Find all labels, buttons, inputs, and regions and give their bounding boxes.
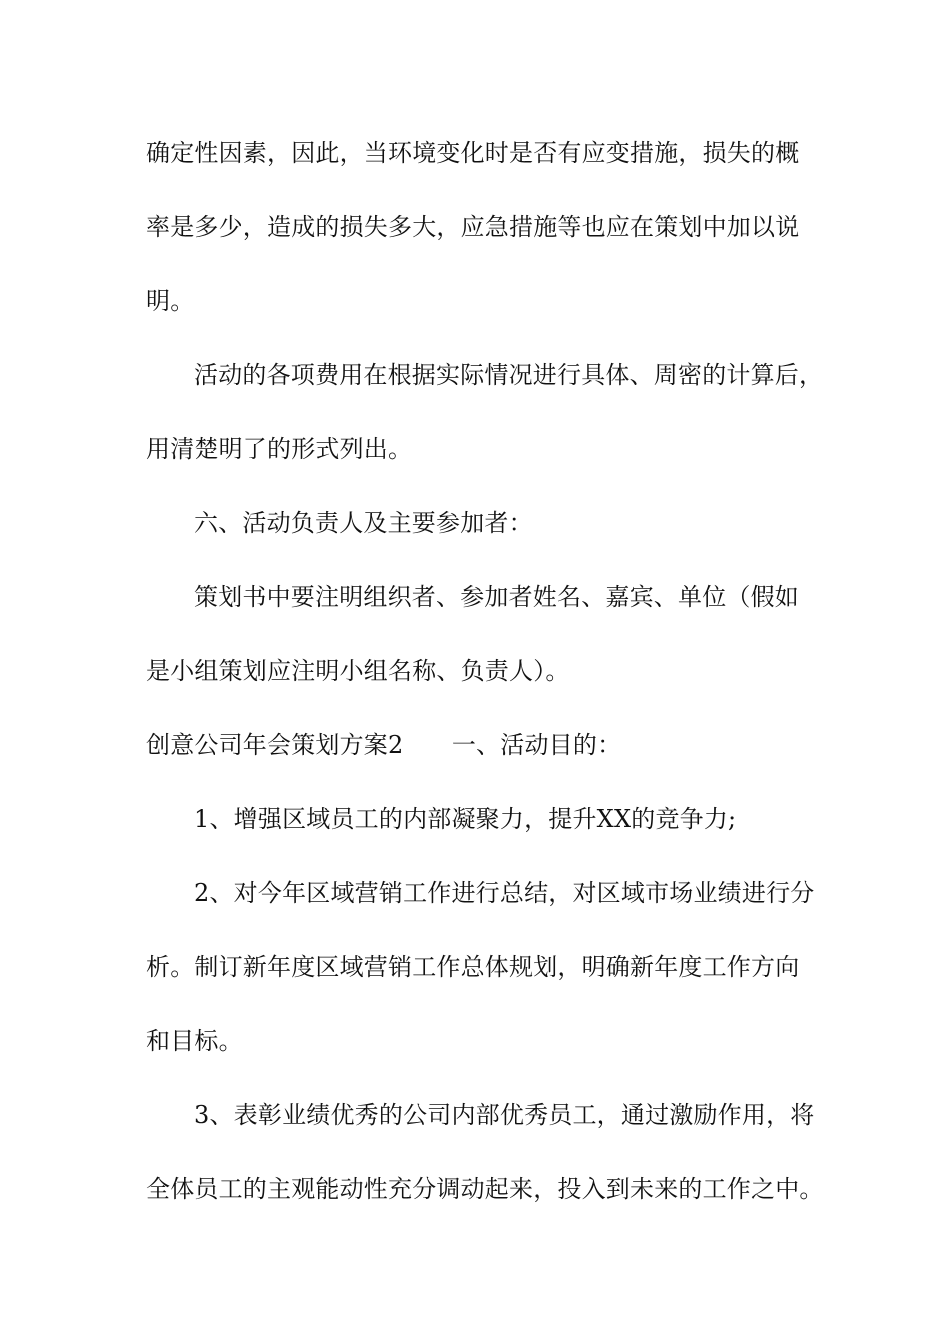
list-item: 3、表彰业绩优秀的公司内部优秀员工，通过激励作用，将 [194,1101,815,1129]
paragraph-start: 策划书中要注明组织者、参加者姓名、嘉宾、单位（假如 [194,583,799,611]
list-item: 1、增强区域员工的内部凝聚力，提升XX的竞争力; [194,805,737,833]
text-line: 是小组策划应注明小组名称、负责人）。 [146,657,570,685]
document-title-heading: 创意公司年会策划方案2 一、活动目的： [146,731,622,759]
text-line: 明。 [146,287,195,315]
text-line: 和目标。 [146,1027,243,1055]
section-heading: 六、活动负责人及主要参加者： [194,509,533,537]
text-line: 确定性因素，因此，当环境变化时是否有应变措施，损失的概 [146,139,800,167]
text-line: 析。制订新年度区域营销工作总体规划，明确新年度工作方向 [146,953,800,981]
text-line: 用清楚明了的形式列出。 [146,435,413,463]
text-line: 全体员工的主观能动性充分调动起来，投入到未来的工作之中。 [146,1175,824,1203]
text-line: 率是多少，造成的损失多大，应急措施等也应在策划中加以说 [146,213,800,241]
paragraph-start: 活动的各项费用在根据实际情况进行具体、周密的计算后， [194,361,824,389]
list-item: 2、对今年区域营销工作进行总结，对区域市场业绩进行分 [194,879,815,907]
